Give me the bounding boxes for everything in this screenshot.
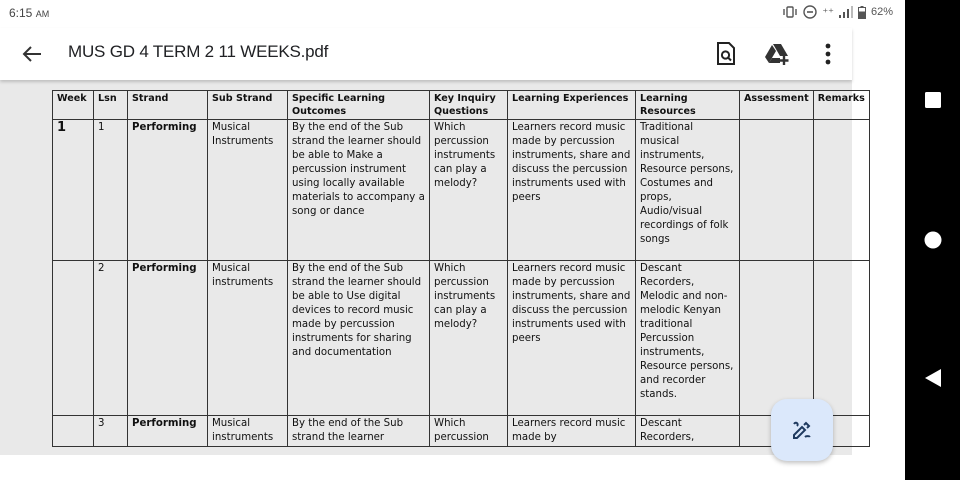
sub-strand-cell: Musical Instruments [208,120,288,261]
scheme-of-work-table [52,90,870,447]
table-row [53,261,870,416]
home-icon [923,230,943,250]
sub-strand-cell: Musical instruments [208,416,288,447]
do-not-disturb-icon [803,5,817,19]
resources-cell: Descant Recorders, [636,416,740,447]
signal-icon [839,6,853,18]
recents-button[interactable] [923,90,943,110]
questions-cell: Which percussion instruments can play a melody? [430,120,508,261]
back-icon [924,368,942,388]
header-outcomes: Specific Learning Outcomes [288,91,430,120]
table-row [53,416,870,447]
edit-annotate-icon [790,418,814,442]
status-time-value: 6:15 [9,6,33,20]
header-lsn: Lsn [94,91,128,120]
more-vert-icon [825,43,831,65]
header-questions: Key Inquiry Questions [430,91,508,120]
document-title: MUS GD 4 TERM 2 11 WEEKS.pdf [68,42,329,61]
header-resources: Learning Resources [636,91,740,120]
header-experiences: Learning Experiences [508,91,636,120]
back-arrow-icon [22,45,42,63]
status-icons [782,5,893,19]
resources-cell: Traditional musical instruments, Resource persons, Costumes and props, Audio/visual recordings of folk songs [636,120,740,261]
experiences-cell: Learners record music made by [508,416,636,447]
battery-percent: 62% [870,6,893,18]
remarks-cell [813,120,869,261]
strand-cell: Performing [128,120,208,261]
outcomes-cell: By the end of the Sub strand the learner [288,416,430,447]
pdf-page[interactable] [47,80,873,455]
header-sub-strand: Sub Strand [208,91,288,120]
find-in-page-icon [716,42,736,66]
week-cell [53,416,94,447]
header-assessment: Assessment [740,91,814,120]
back-button[interactable] [16,40,48,68]
questions-cell: Which percussion [430,416,508,447]
header-remarks: Remarks [813,91,869,120]
home-button[interactable] [923,230,943,250]
outcomes-cell: By the end of the Sub strand the learner should be able to Use digital devices to record music made by percussion instruments for sharing and documentation [288,261,430,416]
outcomes-cell: By the end of the Sub strand the learner should be able to Make a percussion instrument using locally available materials to accompany a song or dance [288,120,430,261]
battery-icon [858,6,866,19]
assessment-cell [740,120,814,261]
network-type-label: ⁺⁺ [822,6,834,19]
document-bottom-margin [0,455,852,480]
header-week: Week [53,91,94,120]
recents-icon [924,91,942,109]
add-to-drive-icon [765,42,791,66]
questions-cell: Which percussion instruments can play a melody? [430,261,508,416]
annotate-fab-button[interactable] [771,399,833,461]
vibrate-icon [782,5,798,19]
experiences-cell: Learners record music made by percussion instruments, share and discuss the percussion instruments used with peers [508,120,636,261]
experiences-cell: Learners record music made by percussion instruments, share and discuss the percussion instruments used with peers [508,261,636,416]
assessment-cell [740,261,814,416]
status-time-ampm: AM [35,9,50,19]
week-cell: 1 [53,120,94,261]
lsn-cell: 2 [94,261,128,416]
table-row [53,120,870,261]
add-to-drive-button[interactable] [762,38,794,70]
system-back-button[interactable] [923,368,943,388]
status-time [9,6,49,20]
more-options-button[interactable] [812,38,844,70]
lsn-cell: 1 [94,120,128,261]
find-in-page-button[interactable] [710,38,742,70]
status-bar [0,0,905,28]
table-header-row [53,91,870,120]
strand-cell: Performing [128,261,208,416]
week-cell [53,261,94,416]
resources-cell: Descant Recorders, Melodic and non-melodic Kenyan traditional Percussion instruments, Resource persons, and recorder stands. [636,261,740,416]
system-nav-bar [905,0,960,480]
header-strand: Strand [128,91,208,120]
strand-cell: Performing [128,416,208,447]
lsn-cell: 3 [94,416,128,447]
app-bar [0,28,852,80]
sub-strand-cell: Musical instruments [208,261,288,416]
remarks-cell [813,261,869,416]
